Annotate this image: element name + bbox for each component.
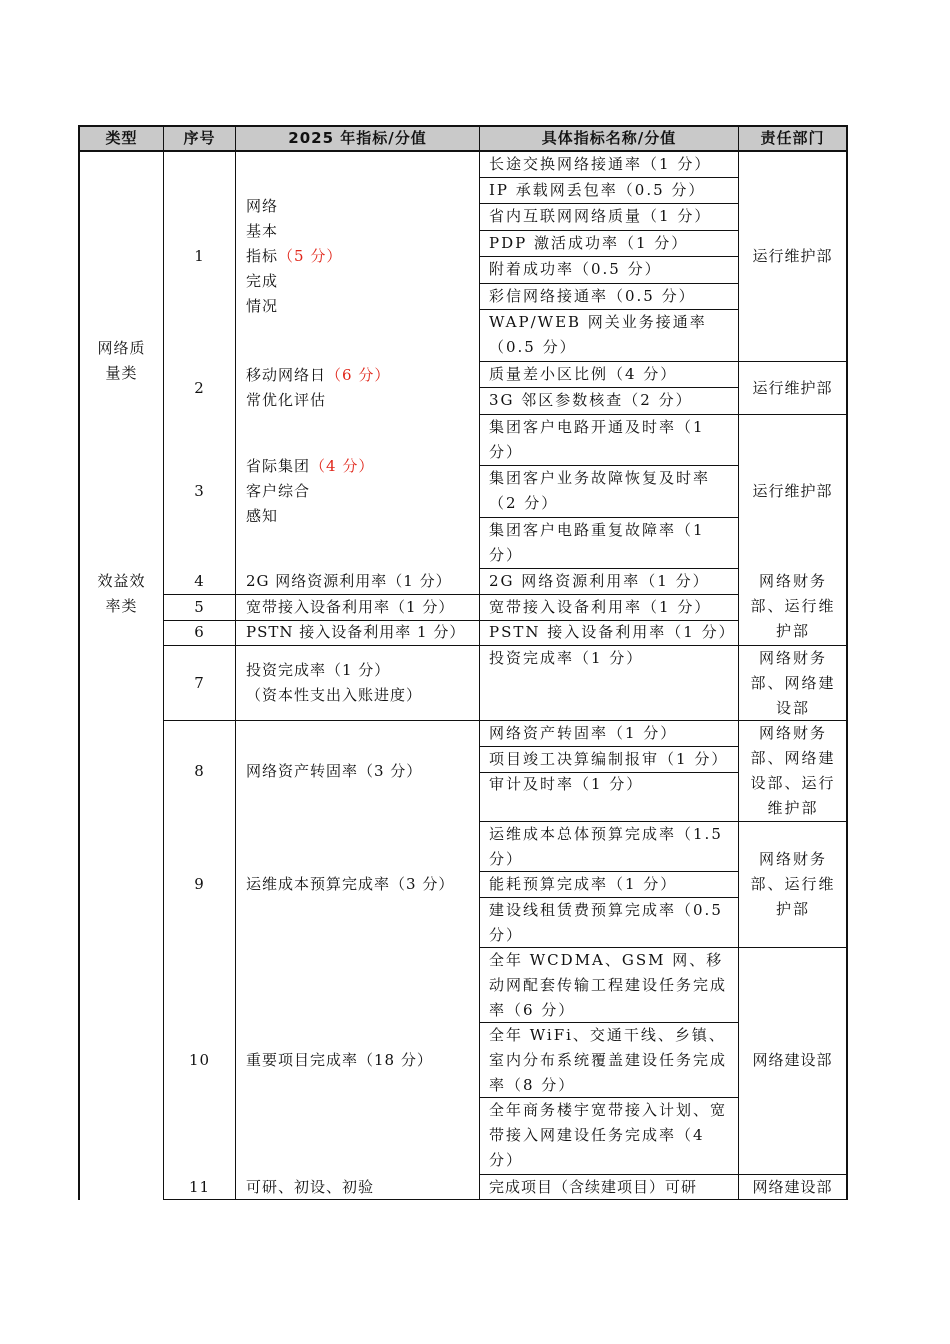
seq-number: 7: [194, 674, 205, 692]
detail-cell: 质量差小区比例（4 分）: [489, 365, 678, 383]
detail-cell: 全年商务楼宇宽带接入计划、宽带接入网建设任务完成率（4 分）: [489, 1101, 728, 1169]
dept-cell: 网络财务部、网络建设部: [750, 649, 836, 717]
score-highlight: （6 分）: [326, 366, 391, 384]
indicator-text: 完成: [246, 272, 279, 290]
detail-cell: 网络资产转固率（1 分）: [489, 724, 678, 742]
seq-number: 5: [194, 598, 205, 616]
seq-number: 3: [194, 482, 205, 500]
seq-number: 10: [188, 1051, 211, 1069]
detail-cell: 全年 WCDMA、GSM 网、移动网配套传输工程建设任务完成率（6 分）: [489, 951, 728, 1019]
column-divider: [738, 125, 739, 1200]
indicator-text: 基本: [246, 222, 279, 240]
indicator-text: 宽带接入设备利用率（1 分）: [246, 598, 455, 616]
header-dept: 责任部门: [760, 129, 825, 147]
indicator-text: 指标（5 分）: [246, 247, 343, 265]
table-border-left: [78, 125, 80, 1200]
indicator-text: 客户综合: [246, 482, 311, 500]
score-highlight: （5 分）: [278, 247, 343, 265]
column-divider: [235, 125, 236, 1200]
header-indicator: 2025 年指标/分值: [288, 129, 427, 147]
detail-cell: 2G 网络资源利用率（1 分）: [489, 572, 710, 590]
detail-cell: 完成项目（含续建项目）可研: [489, 1178, 698, 1196]
indicator-text: 情况: [246, 297, 279, 315]
indicator-text: 2G 网络资源利用率（1 分）: [246, 572, 452, 590]
seq-number: 1: [194, 247, 205, 265]
dept-cell: 运行维护部: [752, 482, 833, 500]
header-seq: 序号: [183, 129, 216, 147]
indicator-text: 投资完成率（1 分）: [246, 661, 391, 679]
seq-number: 4: [194, 572, 205, 590]
detail-cell: 集团客户业务故障恢复及时率（2 分）: [489, 469, 711, 512]
detail-cell: 宽带接入设备利用率（1 分）: [489, 598, 712, 616]
indicator-text: 省际集团（4 分）: [246, 457, 375, 475]
detail-cell: 长途交换网络接通率（1 分）: [489, 155, 712, 173]
indicator-text: 常优化评估: [246, 391, 327, 409]
indicator-text: 感知: [246, 507, 279, 525]
detail-cell: 彩信网络接通率（0.5 分）: [489, 287, 696, 305]
header-type: 类型: [105, 129, 138, 147]
seq-number: 8: [194, 762, 205, 780]
indicator-text: 网络资产转固率（3 分）: [246, 762, 423, 780]
dept-cell: 运行维护部: [752, 379, 833, 397]
detail-cell: 建设线租赁费预算完成率（0.5 分）: [489, 901, 723, 944]
detail-cell: 集团客户电路开通及时率（1 分）: [489, 418, 705, 461]
dept-cell: 网络建设部: [752, 1051, 833, 1069]
seq-number: 9: [194, 875, 205, 893]
detail-cell: PDP 激活成功率（1 分）: [489, 234, 689, 252]
detail-cell: 项目竣工决算编制报审（1 分）: [489, 750, 729, 768]
dept-cell: 运行维护部: [752, 247, 833, 265]
seq-number: 2: [194, 379, 205, 397]
detail-cell: 省内互联网网络质量（1 分）: [489, 207, 712, 225]
indicator-text: 网络: [246, 197, 279, 215]
detail-cell: 集团客户电路重复故障率（1 分）: [489, 521, 705, 564]
category-network-quality: 网络质 量类: [97, 339, 146, 382]
dept-cell: 网络财务部、运行维护部: [750, 572, 836, 640]
seq-number: 11: [188, 1178, 211, 1196]
header-detail: 具体指标名称/分值: [541, 129, 677, 147]
seq-number: 6: [194, 623, 205, 641]
detail-cell: 能耗预算完成率（1 分）: [489, 875, 678, 893]
category-efficiency: 效益效 率类: [97, 572, 146, 615]
column-divider: [163, 125, 164, 1200]
dept-cell: 网络财务部、运行维护部: [750, 850, 836, 918]
dept-cell: 网络建设部: [752, 1178, 833, 1196]
detail-cell: IP 承载网丢包率（0.5 分）: [489, 181, 706, 199]
detail-cell: 投资完成率（1 分）: [489, 649, 644, 667]
dept-cell: 网络财务部、网络建设部、运行维护部: [750, 724, 836, 817]
detail-cell: 3G 邻区参数核查（2 分）: [489, 391, 693, 409]
indicator-text: 运维成本预算完成率（3 分）: [246, 875, 455, 893]
indicator-text: 移动网络日（6 分）: [246, 366, 391, 384]
detail-cell: 全年 WiFi、交通干线、乡镇、室内分布系统覆盖建设任务完成率（8 分）: [489, 1026, 728, 1094]
score-highlight: （4 分）: [310, 457, 375, 475]
detail-cell: PSTN 接入设备利用率（1 分）: [489, 623, 736, 641]
indicator-text: PSTN 接入设备利用率 1 分）: [246, 623, 466, 641]
detail-cell: 运维成本总体预算完成率（1.5 分）: [489, 825, 723, 868]
detail-cell: 审计及时率（1 分）: [489, 775, 644, 793]
detail-cell: 附着成功率（0.5 分）: [489, 260, 662, 278]
table-border-right: [846, 125, 848, 1200]
indicator-text: 可研、初设、初验: [246, 1178, 375, 1196]
column-divider: [479, 125, 480, 1200]
indicator-text: 重要项目完成率（18 分）: [246, 1051, 433, 1069]
indicator-text: （资本性支出入账进度）: [246, 686, 423, 704]
detail-cell: WAP/WEB 网关业务接通率（0.5 分）: [489, 313, 707, 356]
